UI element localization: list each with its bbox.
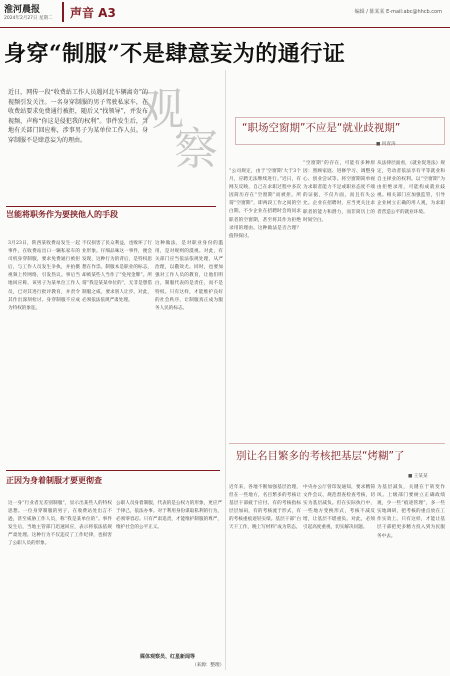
article2-author: ■ 何青涛	[376, 142, 396, 147]
column-rule	[225, 70, 226, 670]
page-header	[0, 0, 450, 28]
article3-author: ■ 王某某	[408, 474, 428, 479]
section-divider	[62, 2, 64, 22]
section-name: 声音 A3	[70, 6, 116, 20]
article3-title: 别让名目繁多的考核把基层“烤糊”了	[236, 450, 405, 462]
article1-column-2: 不仅损害了民众利益，也败坏了行业形象。仔细品味这一事件，便会发现，这种行为的背后，是特权思想在作祟。制服本是职业的标志，却被某些人当作了“免死金牌”。所谓“我是某某单位的”，无非是想借制服之威，要求别人让步。对此，必须依法依规严肃处理。	[82, 241, 152, 303]
article4-column-1: 这一身“行业者无差别制服”，显示出某些人的特权思想。一位身穿制服的男子，在收费站处出言不逊，甚至威胁工作人员，称“我是某单位的”。事件发生后，当地主管部门迅速回应，表示将依法依规严肃处理。这种行为不仅违反了工作纪律，也损害了公职人员的形象。	[8, 501, 112, 547]
editor-credit: 编辑 / 陈某某 E-mail:abc@hhcb.com	[354, 9, 442, 15]
watermark-cha: 察	[174, 124, 218, 175]
article2-title: “职场空窗期”不应是“就业歧视期”	[242, 122, 401, 134]
article4-column-2: 公职人员身着制服，代表的是公权力的形象，更应严于律己，依法办事。对于利用身份谋取私利的行为，必须零容忍。只有严肃追责，才能维护制服的尊严，维护社会的公平正义。	[116, 501, 222, 531]
editorial-lead: 近日，网传一段“收费站工作人员遇河北车辆离奇”的视频引发关注。一名身穿制服的男子驾驶私家车，在收费站要求免费通行被拒，随后又“找领导”，并发布视频，声称“你这是侵犯我的权利”。事件发生后，当地有关部门回应称，涉事男子为某单位工作人员。身穿制服不是肆意妄为的理由。	[8, 89, 148, 144]
article2-column-2: “空窗期”的存在，可能有多种原因：照顾家庭、进修学习、调整身心、创业尝试等。将空窗期简单视为求职者能力不足或职业态度不端的证据，不仅片面，而且有失公允。企业在招聘时，应当更关注求职者的能力和潜力，而非简历上的时间空白。	[303, 161, 375, 223]
article1-title: 岂能将职务作为要挟他人的手段	[6, 210, 118, 219]
article1-column-1: 3月23日，陕西某收费站发生一起事件，在收费站出口一辆私家车的司机身穿制服，要求免费通行被拒后，与工作人员发生争执，并拍摄视频上传网络，引发热议。事后当地回应称，该男子为某单位工作人员，已对其进行批评教育，并责令其作出深刻检讨。身穿制服不应成为特权的象征。	[8, 241, 80, 311]
header-rule	[0, 27, 450, 28]
watermark-guan: 观	[140, 84, 184, 135]
article2-column-3: 从法律层面看，《就业促进法》规定，劳动者依法享有平等就业和自主择业的权利。以“空窗期”为由拒绝录用，可能构成就业歧视。相关部门应加强监管，引导企业树立正确的用人观，为求职者营造公平的就业环境。	[377, 161, 445, 215]
issue-date: 2024年2月27日 星期二	[4, 16, 53, 21]
article4-source: （来源：整理）	[192, 663, 225, 668]
article1-column-3: 这种做法，是对职业身份的滥用，是对规则的漠视。对此，有关部门应当依法依规处理，从严治理，以儆效尤。同时，也要加强对工作人员的教育，让他们明白，制服代表的是责任，而不是特权。只有这样，才能维护良好的社会秩序，让制服真正成为服务人民的标志。	[155, 241, 223, 311]
article4-title: 正因为身着制服才要更彻查	[6, 476, 102, 485]
article3-column-2: 中央办公厅曾印发通知，要求精简文件会议、规范督查检查考核，切实为基层减负。但在实际执行中，一些地方变换形式，考核不减反增，让基层不堪重负。对此，必须引起高度重视，切实解决问题。	[303, 485, 375, 531]
article3-column-1: 近年来，各地不断加强基层治理，但在一些地方，名目繁多的考核让基层干部疲于应付。有的考核指标层层加码，有的考核流于形式，有的考核重痕迹轻实绩。基层干部“白天干工作，晚上写材料”成为常态。	[229, 485, 301, 531]
article2-column-1: “公司规定，由于‘空窗期’大于3个月，应聘无法继续进行。”近日，有网友反映，自己在求职过程中多次因简历存在“空窗期”而被拒。所谓“空窗期”，即两段工作之间的空白期。不少企业在招聘时会询问求职者的空窗期，甚至将其作为拒绝录用的理由。这种做法是否合理？值得探讨。	[229, 169, 301, 239]
article4-signature: 媒体观察员、红星新闻等	[140, 654, 196, 660]
article3-column-3: 为基层减负，关键在于转变作风。上级部门要树立正确政绩观，少一些“痕迹管理”，多一些实地调研，把考核的重点放在工作实效上。只有这样，才能让基层干部把更多精力投入到为民服务中去。	[377, 485, 445, 539]
article4-header-rule	[6, 470, 220, 471]
newspaper-name: 淮河晨报	[4, 5, 41, 15]
main-headline: 身穿“制服”不是肆意妄为的通行证	[4, 41, 346, 67]
